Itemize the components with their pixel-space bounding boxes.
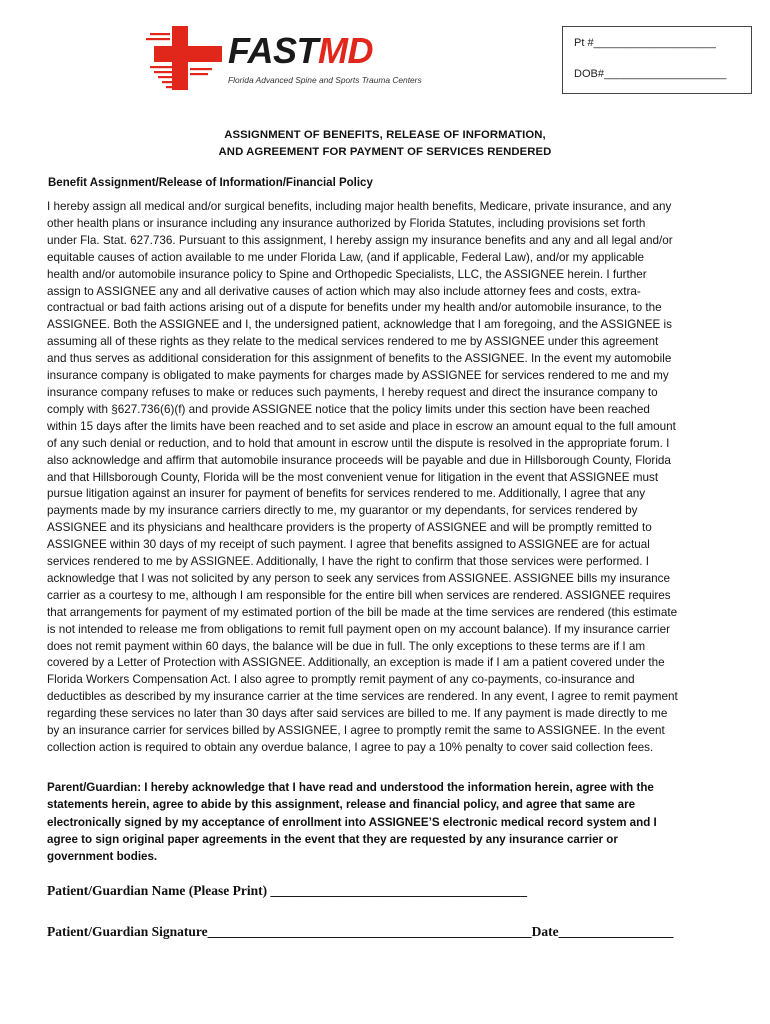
body-line: ASSIGNEE and its physicians and healthcare providers is the property of ASSIGNEE and will be promptly remitted to — [47, 521, 652, 535]
body-line: I hereby assign all medical and/or surgical benefits, including major health benefits, Medicare, private insurance, and any — [47, 200, 672, 213]
heading-line-1: ASSIGNMENT OF BENEFITS, RELEASE OF INFORMATION, — [224, 129, 546, 141]
acknowledgement-line: Parent/Guardian: I hereby acknowledge that I have read and understood the information herein, agree with the — [47, 781, 654, 794]
body-line: Florida Workers Compensation Act. I also agree to promptly remit payment of any co-payments, co-insurance and — [47, 673, 635, 687]
acknowledgement-line: statements herein, agree to abide by this assignment, release and financial policy, and agree that same are — [47, 798, 636, 812]
body-line: pursue litigation against an insurer for payment of benefits for services rendered to me. Additionally, I agree that any — [47, 487, 646, 501]
body-line: acknowledge that I was not solicited by any person to seek any services from ASSIGNEE. ASSIGNEE bills my insurance — [47, 571, 670, 585]
acknowledgement-text — [47, 779, 737, 865]
body-line: does not remit payment within 60 days, the balance will be due in full. The only exceptions to these terms are if I am — [47, 639, 646, 653]
section-label: Benefit Assignment/Release of Information/Financial Policy — [48, 177, 373, 189]
body-line: regarding these services no later than 30 days after said services are billed to me. If any payment is made directly to me — [47, 707, 668, 721]
body-line: assuming all of these rights as they relate to the medical services rendered to me by ASSIGNEE under this agreement — [47, 335, 659, 349]
logo-tagline: Florida Advanced Spine and Sports Trauma Centers — [228, 75, 422, 85]
body-line: services rendered to me by ASSIGNEE. Additionally, I have the right to confirm that those services were performed. I — [47, 555, 649, 569]
body-line: collection action is required to obtain any overdue balance, I agree to pay a 10% penalty to cover said collection fees. — [47, 741, 654, 754]
logo-fast: FAST — [228, 30, 319, 71]
body-line: equitable causes of action available to me under Florida Law, (and if applicable, Federal Law), and/or my applicable — [47, 250, 645, 264]
patient-number-field[interactable]: Pt #____________________ — [574, 37, 716, 49]
body-line: insurance company refuses to make or reduces such payments, I hereby request and direct the insurance company to — [47, 385, 658, 399]
logo-wordmark — [228, 31, 373, 71]
heading-line-2: AND AGREEMENT FOR PAYMENT OF SERVICES RENDERED — [218, 146, 552, 158]
patient-name-line[interactable]: Patient/Guardian Name (Please Print) ______________________________________ — [47, 883, 527, 898]
body-line: ASSIGNEE within 30 days of my receipt of such payment. I agree that benefits assigned to ASSIGNEE are for actual — [47, 538, 650, 552]
acknowledgement-line: government bodies. — [47, 850, 158, 864]
body-line: carrier as a courtesy to me, although I am responsible for the entire bill when services are rendered. ASSIGNEE requires — [47, 588, 671, 602]
body-line: of any such denial or reduction, and to hold that amount in escrow until the dispute is resolved in the appropriate forum. I — [47, 436, 670, 450]
acknowledgement-line: electronically signed by my acceptance of enrollment into ASSIGNEE’S electronic medical record system and I — [47, 815, 657, 829]
body-line: contractual or bad faith actions arising out of a dispute for benefits under my health and/or automobile insurance, to the — [47, 301, 662, 315]
body-line: payments made by my insurance carriers directly to me, my guarantor or my dependants, for services rendered by — [47, 504, 638, 518]
body-line: comply with §627.736(6)(f) and provide ASSIGNEE notice that the policy limits under this section have been reached — [47, 402, 650, 416]
body-line: by an insurance carrier for services billed by ASSIGNEE, I agree to promptly remit the same to ASSIGNEE. In the event — [47, 724, 665, 738]
body-line: under Fla. Stat. 627.736. Pursuant to this assignment, I hereby assign my insurance benefits and any and all legal and/or — [47, 233, 673, 247]
body-line: health and/or automobile insurance policy to Spine and Orthopedic Specialists, LLC, the ASSIGNEE herein. I further — [47, 267, 647, 281]
body-line: that arrangements for payment of my estimated portion of the bill be made at the time services are rendered (this estimate — [47, 605, 678, 619]
body-line: other health plans or insurance including any insurance authorized by Florida Statutes, including provisions set forth — [47, 216, 646, 230]
body-line: insurance company is obligated to make payments for charges made by ASSIGNEE for services rendered to me and my — [47, 369, 669, 383]
fastmd-logo — [146, 24, 446, 94]
body-line: deductibles as described by my insurance carrier at the time services are rendered. In any event, I agree to remit payment — [47, 690, 678, 704]
body-line: ASSIGNEE. Both the ASSIGNEE and I, the undersigned patient, acknowledge that I am foregoing, and the ASSIGNEE is — [47, 318, 673, 332]
body-line: covered by a Letter of Protection with ASSIGNEE. Additionally, an exception is made if I am a patient covered under the — [47, 656, 665, 670]
body-line: within 15 days after the limits have been reached and to set aside and place in escrow an amount equal to the full amount — [47, 419, 676, 433]
acknowledgement-line: agree to sign original paper agreements in the event that they are requested by any insurance carrier or — [47, 832, 618, 846]
body-line: and that Hillsborough County, Florida will be the most convenient venue for litigation in the event that ASSIGNEE must — [47, 470, 659, 484]
body-line: also acknowledge and affirm that automobile insurance proceeds will be payable and due in Hillsborough County, Florida — [47, 453, 671, 467]
patient-id-box — [562, 26, 752, 94]
patient-signature-line[interactable]: Patient/Guardian Signature________________________________________________Date_________________ — [47, 924, 674, 939]
body-line: is not intended to release me from obligations to remit full payment open on my account balance). If my insurance carrier — [47, 622, 670, 636]
logo-md: MD — [318, 30, 374, 71]
red-cross-icon — [146, 24, 226, 94]
dob-field[interactable]: DOB#____________________ — [574, 68, 727, 80]
policy-body-text — [47, 199, 733, 757]
body-line: assign to ASSIGNEE any and all derivative causes of action which may also include attorney fees and costs, extra- — [47, 284, 641, 298]
body-line: and thus serves as additional consideration for this assignment of benefits to the ASSIGNEE. In the event my automobile — [47, 352, 672, 366]
